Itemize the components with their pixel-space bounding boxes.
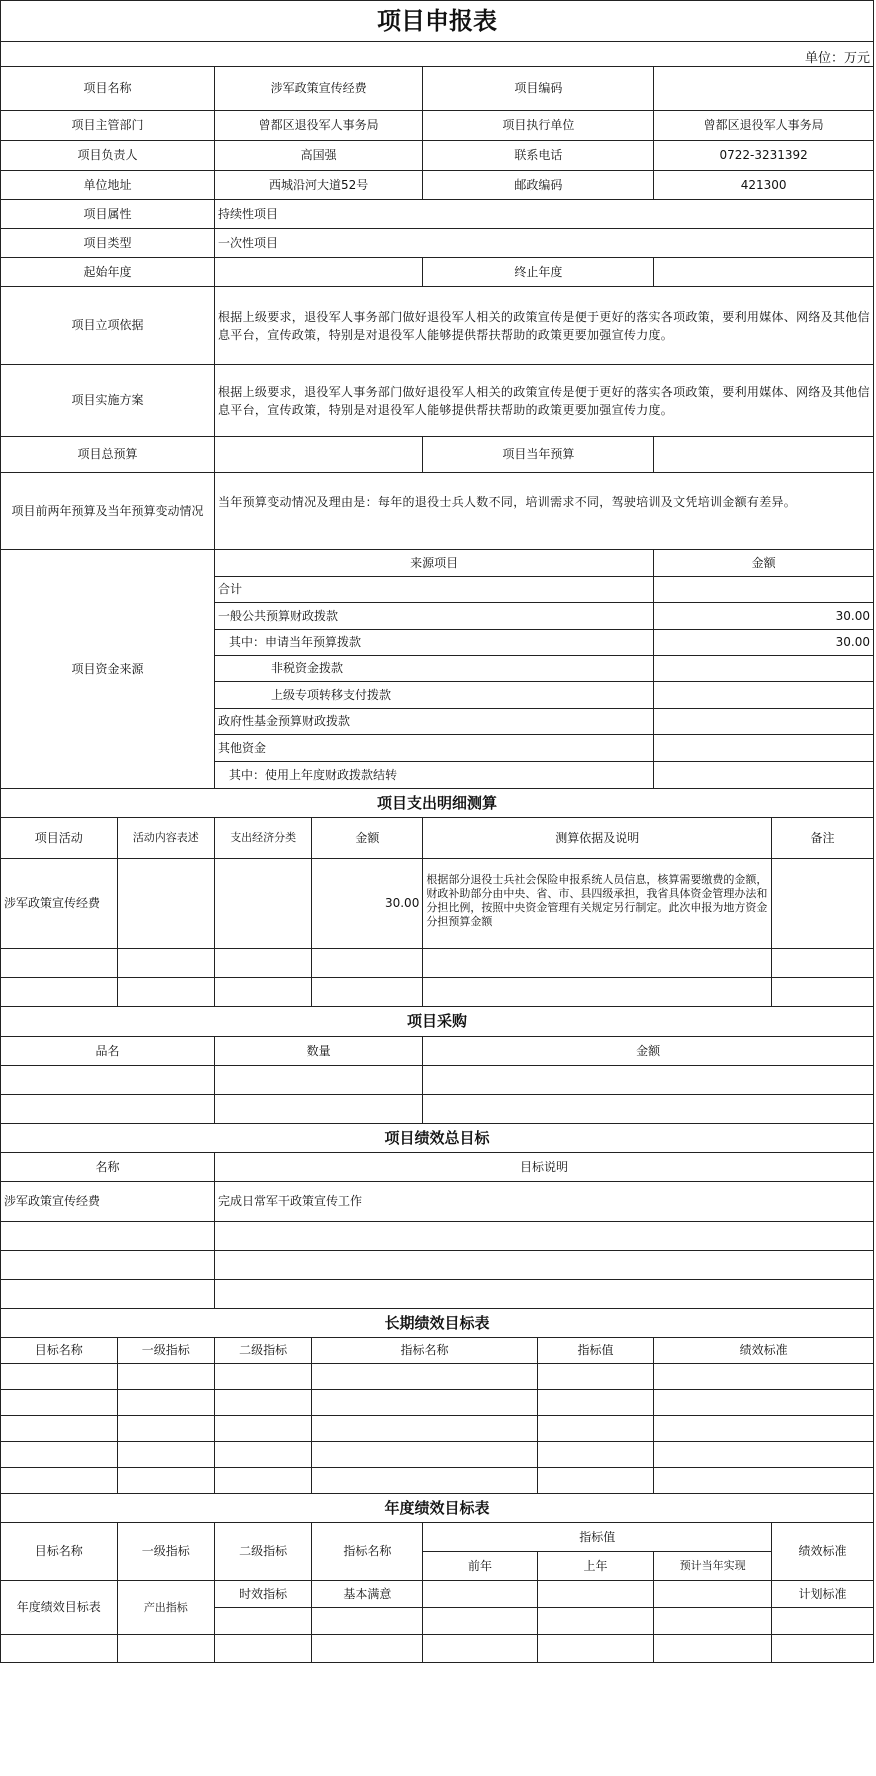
long-term-empty-cell: [654, 1468, 874, 1494]
long-term-empty-cell: [537, 1364, 654, 1390]
annual-header-last: 上年: [537, 1552, 654, 1581]
exec-unit-label: 项目执行单位: [423, 111, 654, 141]
annual-empty-cell: [215, 1608, 312, 1635]
annual-empty-cell: [312, 1608, 423, 1635]
annual-header-target: 目标名称: [1, 1523, 118, 1581]
funding-row-amount: [654, 577, 874, 603]
annual-header-name: 指标名称: [312, 1523, 423, 1581]
dept-label: 项目主管部门: [1, 111, 215, 141]
basis-label: 项目立项依据: [1, 287, 215, 365]
annual-name: 基本满意: [312, 1581, 423, 1608]
annual-empty-cell: [654, 1608, 772, 1635]
phone-value: 0722-3231392: [654, 141, 874, 171]
expense-empty-cell: [117, 978, 214, 1007]
plan-label: 项目实施方案: [1, 365, 215, 437]
expense-empty-cell: [1, 978, 118, 1007]
attr-value: 持续性项目: [215, 200, 874, 229]
long-term-empty-cell: [312, 1442, 537, 1468]
purchase-empty-cell: [215, 1066, 423, 1095]
long-term-header-name: 指标名称: [312, 1338, 537, 1364]
annual-empty-cell: [772, 1608, 874, 1635]
long-term-empty-cell: [117, 1442, 214, 1468]
funding-row-name: 合计: [215, 577, 654, 603]
long-term-empty-cell: [312, 1390, 537, 1416]
annual-target: 年度绩效目标表: [1, 1581, 118, 1635]
annual-header-l2: 二级指标: [215, 1523, 312, 1581]
long-term-empty-cell: [1, 1442, 118, 1468]
type-label: 项目类型: [1, 229, 215, 258]
long-term-empty-cell: [117, 1390, 214, 1416]
long-term-empty-cell: [537, 1468, 654, 1494]
form-title: 项目申报表: [1, 1, 874, 42]
long-term-empty-cell: [117, 1416, 214, 1442]
purchase-header-item: 品名: [1, 1037, 215, 1066]
perf-total-empty-cell: [215, 1251, 874, 1280]
annual-header-value: 指标值: [423, 1523, 772, 1552]
long-term-header-value: 指标值: [537, 1338, 654, 1364]
exec-unit-value: 曾都区退役军人事务局: [654, 111, 874, 141]
expense-section-title: 项目支出明细测算: [1, 789, 874, 818]
funding-row-name: 政府性基金预算财政拨款: [215, 709, 654, 735]
perf-total-section-title: 项目绩效总目标: [1, 1124, 874, 1153]
phone-label: 联系电话: [423, 141, 654, 171]
long-term-empty-cell: [1, 1364, 118, 1390]
annual-empty-cell: [423, 1635, 537, 1663]
long-term-header-target: 目标名称: [1, 1338, 118, 1364]
expense-header-content: 活动内容表述: [117, 818, 214, 859]
annual-empty-cell: [423, 1608, 537, 1635]
long-term-header-l2: 二级指标: [215, 1338, 312, 1364]
annual-header-l1: 一级指标: [117, 1523, 214, 1581]
funding-row-amount: [654, 709, 874, 735]
long-term-header-l1: 一级指标: [117, 1338, 214, 1364]
end-year-value: [654, 258, 874, 287]
funding-row-name: 其中：申请当年预算拨款: [215, 630, 654, 656]
purchase-empty-cell: [423, 1066, 874, 1095]
annual-empty-cell: [654, 1581, 772, 1608]
expense-amount: 30.00: [312, 859, 423, 949]
funding-row-name: 其中：使用上年度财政拨款结转: [215, 762, 654, 789]
type-value: 一次性项目: [215, 229, 874, 258]
annual-header-expect: 预计当年实现: [654, 1552, 772, 1581]
plan-value: 根据上级要求，退役军人事务部门做好退役军人相关的政策宣传是便于更好的落实各项政策，要利用媒体、网络及其他信息平台，宣传政策，特别是对退役军人能够提供帮扶帮助的政策更要加强宣传力度。: [215, 365, 874, 437]
annual-empty-cell: [537, 1581, 654, 1608]
long-term-empty-cell: [117, 1364, 214, 1390]
purchase-empty-cell: [215, 1095, 423, 1124]
funding-label: 项目资金来源: [1, 550, 215, 789]
expense-empty-cell: [215, 978, 312, 1007]
long-term-empty-cell: [537, 1442, 654, 1468]
budget-change-label: 项目前两年预算及当年预算变动情况: [1, 473, 215, 550]
long-term-empty-cell: [654, 1364, 874, 1390]
long-term-empty-cell: [1, 1468, 118, 1494]
long-term-empty-cell: [537, 1390, 654, 1416]
expense-header-note: 备注: [772, 818, 874, 859]
expense-empty-cell: [423, 949, 772, 978]
perf-total-empty-cell: [1, 1251, 215, 1280]
annual-empty-cell: [215, 1635, 312, 1663]
annual-empty-cell: [537, 1635, 654, 1663]
long-term-empty-cell: [117, 1468, 214, 1494]
purchase-section-title: 项目采购: [1, 1007, 874, 1037]
project-name-value: 涉军政策宣传经费: [215, 67, 423, 111]
perf-total-empty-cell: [1, 1280, 215, 1309]
project-code-value: [654, 67, 874, 111]
long-term-empty-cell: [312, 1468, 537, 1494]
funding-row-name: 上级专项转移支付拨款: [215, 682, 654, 709]
leader-label: 项目负责人: [1, 141, 215, 171]
dept-value: 曾都区退役军人事务局: [215, 111, 423, 141]
leader-value: 高国强: [215, 141, 423, 171]
purchase-empty-cell: [1, 1066, 215, 1095]
total-budget-value: [215, 437, 423, 473]
funding-row-name: 一般公共预算财政拨款: [215, 603, 654, 630]
annual-empty-cell: [423, 1581, 537, 1608]
long-term-section-title: 长期绩效目标表: [1, 1309, 874, 1338]
long-term-empty-cell: [654, 1390, 874, 1416]
annual-standard: 计划标准: [772, 1581, 874, 1608]
unit-label: 单位：万元: [1, 42, 874, 67]
expense-empty-cell: [772, 949, 874, 978]
funding-row-amount: [654, 735, 874, 762]
perf-total-name: 涉军政策宣传经费: [1, 1182, 215, 1222]
funding-row-name: 非税资金拨款: [215, 656, 654, 682]
annual-empty-cell: [772, 1635, 874, 1663]
attr-label: 项目属性: [1, 200, 215, 229]
purchase-header-amount: 金额: [423, 1037, 874, 1066]
total-budget-label: 项目总预算: [1, 437, 215, 473]
long-term-empty-cell: [215, 1390, 312, 1416]
end-year-label: 终止年度: [423, 258, 654, 287]
year-budget-value: [654, 437, 874, 473]
funding-row-amount: [654, 656, 874, 682]
funding-row-amount: [654, 682, 874, 709]
perf-total-empty-cell: [1, 1222, 215, 1251]
expense-header-category: 支出经济分类: [215, 818, 312, 859]
basis-value: 根据上级要求，退役军人事务部门做好退役军人相关的政策宣传是便于更好的落实各项政策，要利用媒体、网络及其他信息平台，宣传政策，特别是对退役军人能够提供帮扶帮助的政策更要加强宣传力度。: [215, 287, 874, 365]
annual-header-standard: 绩效标准: [772, 1523, 874, 1581]
expense-header-activity: 项目活动: [1, 818, 118, 859]
expense-content: [117, 859, 214, 949]
funding-row-name: 其他资金: [215, 735, 654, 762]
annual-empty-cell: [312, 1635, 423, 1663]
expense-empty-cell: [312, 978, 423, 1007]
expense-activity: 涉军政策宣传经费: [1, 859, 118, 949]
long-term-empty-cell: [537, 1416, 654, 1442]
long-term-empty-cell: [1, 1390, 118, 1416]
perf-total-header-desc: 目标说明: [215, 1153, 874, 1182]
funding-source-header: 来源项目: [215, 550, 654, 577]
zip-value: 421300: [654, 171, 874, 200]
expense-empty-cell: [423, 978, 772, 1007]
annual-empty-cell: [1, 1635, 118, 1663]
long-term-header-standard: 绩效标准: [654, 1338, 874, 1364]
long-term-empty-cell: [654, 1416, 874, 1442]
expense-category: [215, 859, 312, 949]
expense-header-basis: 测算依据及说明: [423, 818, 772, 859]
expense-header-amount: 金额: [312, 818, 423, 859]
long-term-empty-cell: [654, 1442, 874, 1468]
expense-empty-cell: [1, 949, 118, 978]
long-term-empty-cell: [312, 1364, 537, 1390]
annual-header-prev: 前年: [423, 1552, 537, 1581]
purchase-empty-cell: [1, 1095, 215, 1124]
perf-total-empty-cell: [215, 1280, 874, 1309]
annual-empty-cell: [654, 1635, 772, 1663]
purchase-empty-cell: [423, 1095, 874, 1124]
year-budget-label: 项目当年预算: [423, 437, 654, 473]
perf-total-empty-cell: [215, 1222, 874, 1251]
long-term-empty-cell: [215, 1442, 312, 1468]
annual-l1: 产出指标: [117, 1581, 214, 1635]
long-term-empty-cell: [215, 1416, 312, 1442]
funding-amount-header: 金额: [654, 550, 874, 577]
annual-section-title: 年度绩效目标表: [1, 1494, 874, 1523]
long-term-empty-cell: [215, 1364, 312, 1390]
expense-empty-cell: [772, 978, 874, 1007]
expense-basis: 根据部分退役士兵社会保险申报系统人员信息，核算需要缴费的金额，财政补助部分由中央、省、市、县四级承担，我省具体资金管理办法和分担比例，按照中央资金管理有关规定另行制定。此次申报为地方资金分担预算金额: [423, 859, 772, 949]
funding-row-amount: 30.00: [654, 630, 874, 656]
start-year-value: [215, 258, 423, 287]
start-year-label: 起始年度: [1, 258, 215, 287]
perf-total-desc: 完成日常军干政策宣传工作: [215, 1182, 874, 1222]
budget-change-value: 当年预算变动情况及理由是：每年的退役士兵人数不同，培训需求不同，驾驶培训及文凭培训金额有差异。: [215, 473, 874, 550]
funding-row-amount: [654, 762, 874, 789]
long-term-empty-cell: [215, 1468, 312, 1494]
purchase-header-qty: 数量: [215, 1037, 423, 1066]
annual-l2: 时效指标: [215, 1581, 312, 1608]
expense-note: [772, 859, 874, 949]
funding-row-amount: 30.00: [654, 603, 874, 630]
expense-empty-cell: [215, 949, 312, 978]
long-term-empty-cell: [312, 1416, 537, 1442]
project-code-label: 项目编码: [423, 67, 654, 111]
project-name-label: 项目名称: [1, 67, 215, 111]
perf-total-header-name: 名称: [1, 1153, 215, 1182]
zip-label: 邮政编码: [423, 171, 654, 200]
address-value: 西城沿河大道52号: [215, 171, 423, 200]
annual-empty-cell: [537, 1608, 654, 1635]
address-label: 单位地址: [1, 171, 215, 200]
expense-empty-cell: [312, 949, 423, 978]
long-term-empty-cell: [1, 1416, 118, 1442]
annual-empty-cell: [117, 1635, 214, 1663]
expense-empty-cell: [117, 949, 214, 978]
